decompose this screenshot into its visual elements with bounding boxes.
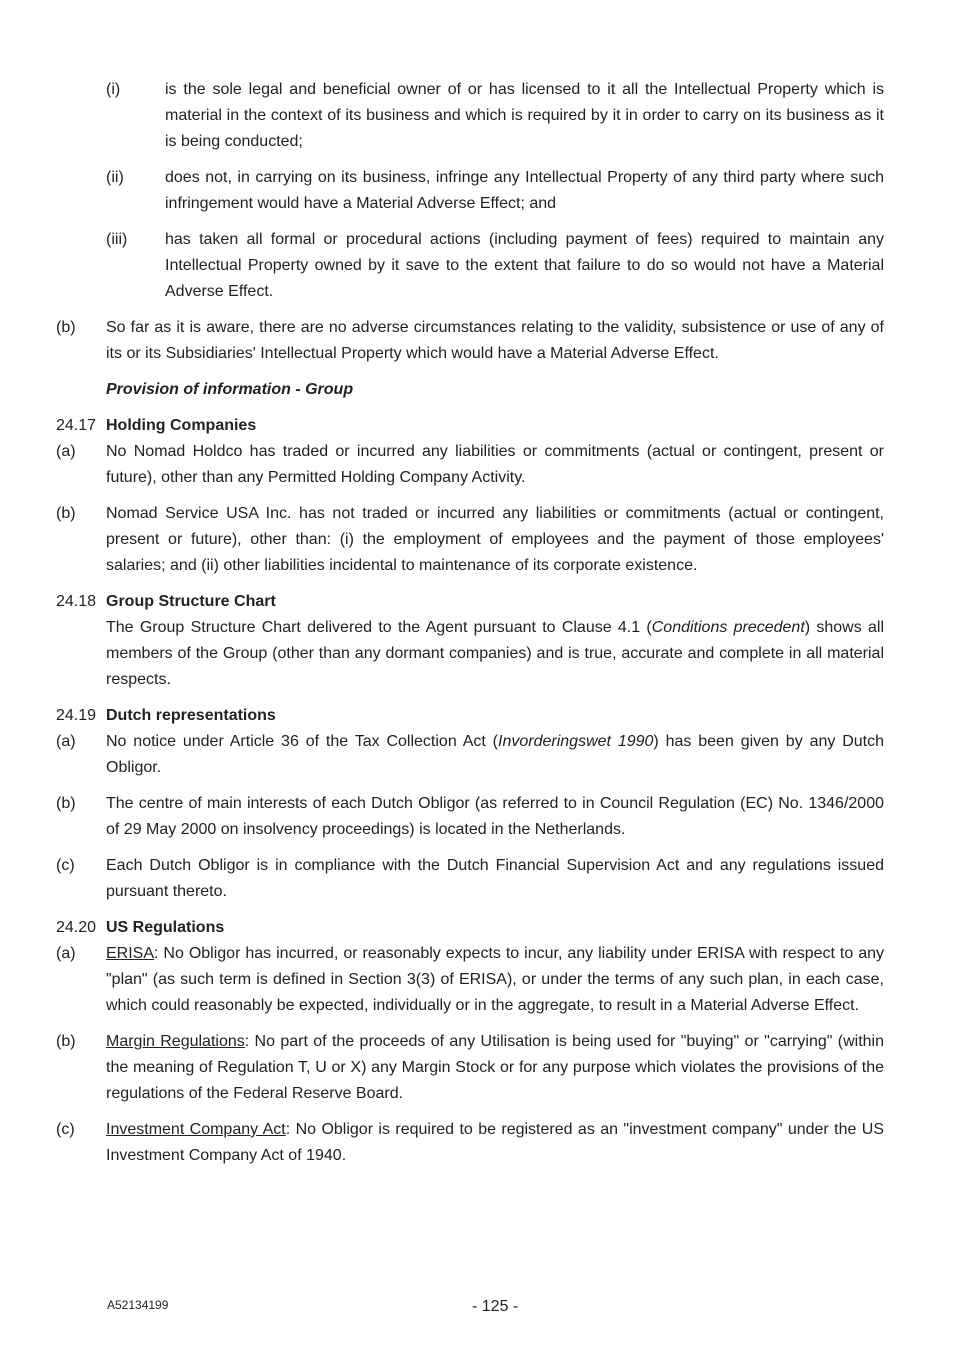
clause-text: No Nomad Holdco has traded or incurred any liabilities or commitments (actual or contingent, present or future), other than any Permitted Holding Company Activity. [106, 443, 884, 486]
document-body [56, 77, 884, 1179]
clause-label: (a) [56, 945, 76, 962]
clause-i [56, 77, 884, 155]
clause-2417-a [56, 439, 884, 491]
clause-text: does not, in carrying on its business, infringe any Intellectual Property of any third party where such infringement would have a Material Adverse Effect; and [165, 169, 884, 212]
clause-text: So far as it is aware, there are no adverse circumstances relating to the validity, subsistence or use of any of its or its Subsidiaries' Intellectual Property which would have a Material Adverse Effect. [106, 319, 884, 362]
clause-label: (i) [106, 81, 121, 98]
clause-2420-c [56, 1117, 884, 1169]
clause-label: (b) [56, 505, 76, 522]
section-number: 24.19 [56, 707, 97, 724]
clause-2419-c [56, 853, 884, 905]
clause-text: No notice under Article 36 of the Tax Collection Act (Invorderingswet 1990) has been given by any Dutch Obligor. [106, 733, 885, 776]
clause-label: (b) [56, 319, 76, 336]
section-number: 24.18 [56, 593, 97, 610]
clause-2419-a [56, 729, 884, 781]
subheading [56, 377, 884, 403]
clause-text: The centre of main interests of each Dutch Obligor (as referred to in Council Regulation (EC) No. 1346/2000 of 29 May 2000 on insolvency proceedings) is located in the Netherlands. [106, 795, 884, 838]
clause-label: (c) [56, 1121, 75, 1138]
section-number: 24.20 [56, 919, 97, 936]
clause-text: Investment Company Act: No Obligor is required to be registered as an "investment company" under the US Investment Company Act of 1940. [106, 1121, 885, 1164]
clause-text: The Group Structure Chart delivered to the Agent pursuant to Clause 4.1 (Conditions precedent) shows all members of the Group (other than any dormant companies) and is true, accurate and complete in all material respects. [106, 619, 885, 688]
clause-label: (a) [56, 733, 76, 750]
section-heading-2417 [56, 413, 884, 439]
clause-text: Nomad Service USA Inc. has not traded or incurred any liabilities or commitments (actual or contingent, present or future), other than: (i) the employment of employees and the payment of those employees' salaries; and (ii) other liabilities incidental to maintenance of its corporate existence. [106, 505, 884, 574]
clause-label: (c) [56, 857, 75, 874]
clause-text: Margin Regulations: No part of the proceeds of any Utilisation is being used for "buying" or "carrying" (within the meaning of Regulation T, U or X) any Margin Stock or for any purpose which violates the provisions of the regulations of the Federal Reserve Board. [106, 1033, 884, 1102]
section-title: Dutch representations [106, 707, 276, 724]
clause-2420-a [56, 941, 884, 1019]
clause-b-ip [56, 315, 884, 367]
clause-label: (a) [56, 443, 76, 460]
clause-label: (b) [56, 1033, 76, 1050]
clause-text: has taken all formal or procedural actions (including payment of fees) required to maintain any Intellectual Property owned by it save to the extent that failure to do so would not have a Material Adverse Effect. [165, 231, 884, 300]
section-title: Holding Companies [106, 417, 257, 434]
clause-ii [56, 165, 884, 217]
section-heading-2418 [56, 589, 884, 615]
page-number: - 125 - [472, 1298, 519, 1315]
section-heading-2419 [56, 703, 884, 729]
clause-iii [56, 227, 884, 305]
clause-2420-b [56, 1029, 884, 1107]
section-heading-2420 [56, 915, 884, 941]
section-title: Group Structure Chart [106, 593, 276, 610]
section-title: US Regulations [106, 919, 225, 936]
section-number: 24.17 [56, 417, 97, 434]
clause-2418 [56, 615, 884, 693]
clause-label: (ii) [106, 169, 124, 186]
clause-label: (b) [56, 795, 76, 812]
clause-2419-b [56, 791, 884, 843]
provision-heading: Provision of information - Group [106, 381, 354, 398]
clause-text: ERISA: No Obligor has incurred, or reasonably expects to incur, any liability under ERISA with respect to any "plan" (as such term is defined in Section 3(3) of ERISA), or under the terms of any such plan, in each case, which could reasonably be expected, individually or in the aggregate, to result in a Material Adverse Effect. [106, 945, 884, 1014]
clause-label: (iii) [106, 231, 128, 248]
clause-text: is the sole legal and beneficial owner of or has licensed to it all the Intellectual Property which is material in the context of its business and which is required by it in order to carry on its business as it is being conducted; [165, 81, 884, 150]
clause-2417-b [56, 501, 884, 579]
document-id: A52134199 [107, 1298, 169, 1312]
clause-text: Each Dutch Obligor is in compliance with the Dutch Financial Supervision Act and any regulations issued pursuant thereto. [106, 857, 884, 900]
